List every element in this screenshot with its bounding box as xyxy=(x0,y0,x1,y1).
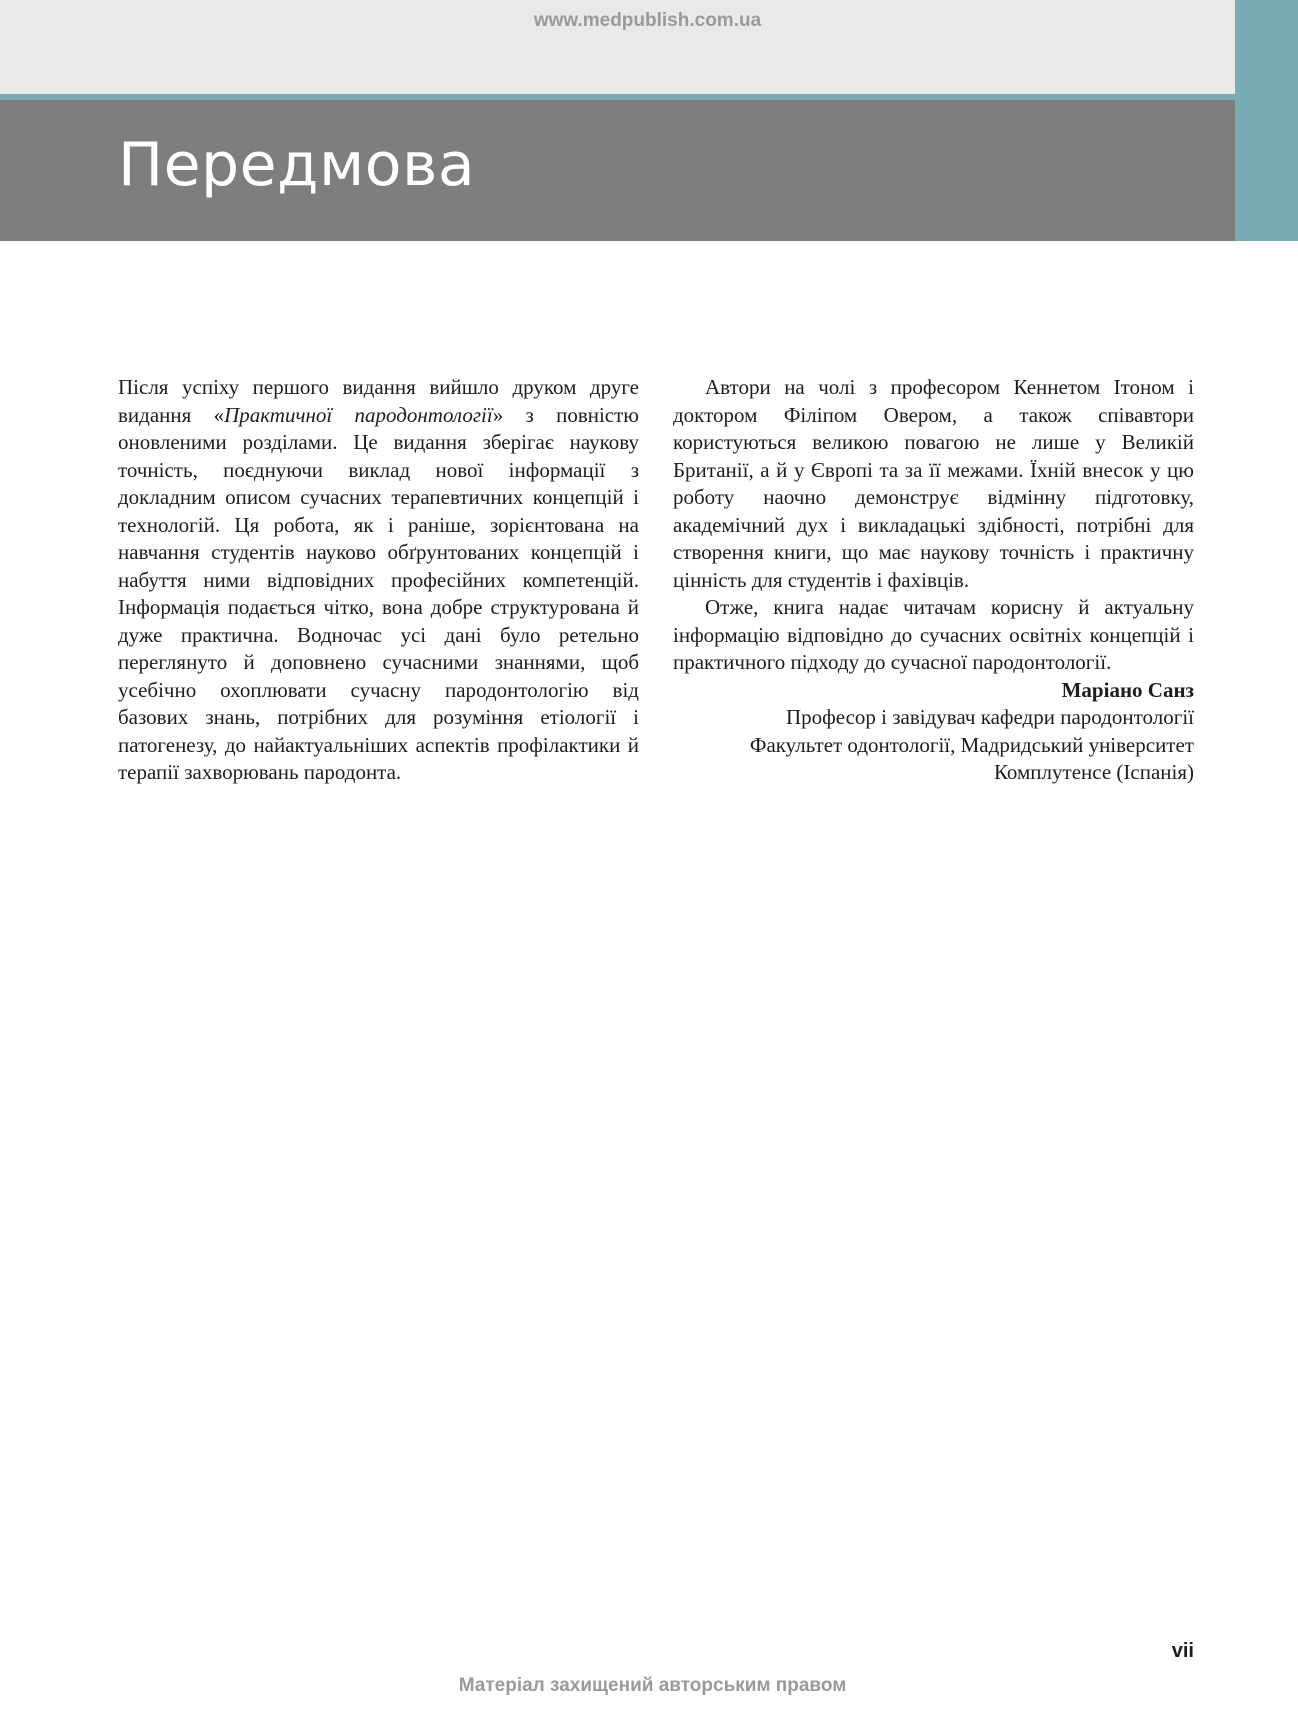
site-url: www.medpublish.com.ua xyxy=(533,10,762,31)
signature-position: Професор і завідувач кафедри пародонтології xyxy=(785,705,1194,729)
book-title: Практичної пародонтології xyxy=(224,402,493,427)
right-column xyxy=(673,374,1194,787)
signature-faculty: Факультет одонтології, Мадридський університет xyxy=(749,732,1194,757)
left-paragraph-start: Після успіху першого видання вийшло друком друге видання « xyxy=(118,375,639,427)
right-paragraph-1: Автори на чолі з професором Кеннетом Ітоном і доктором Філіпом Овером, а також співавтори користуються великою повагою не лише у Великій Британії, а й у Європі та за її межами. Їхній внесок у цю роботу наочно демонструє відмінну підготовку, академічний дух і викладацькі здібності, потрібні для створення книги, що має наукову точність і практичну цінність для студентів і фахівців. xyxy=(673,375,1194,592)
page-number: vii xyxy=(1171,1640,1194,1662)
left-column xyxy=(118,374,639,787)
signature-university: Комплутенсе (Іспанія) xyxy=(993,760,1194,784)
signature-name: Маріано Санз xyxy=(1061,677,1194,702)
right-paragraph-2: Отже, книга надає читачам корисну й актуальну інформацію відповідно до сучасних освітніх концепцій і практичного підходу до сучасної пародонтології. xyxy=(673,595,1194,674)
teal-side-tab xyxy=(1235,0,1298,241)
page-title: Передмова xyxy=(118,130,476,200)
left-paragraph xyxy=(118,374,639,787)
copyright-notice: Матеріал захищений авторським правом xyxy=(458,1675,847,1696)
signature-block xyxy=(673,677,1194,787)
left-paragraph-rest: » з повністю оновленими розділами. Це видання зберігає наукову точність, поєднуючи виклад нової інформації з докладним описом сучасних терапевтичних концепцій і технологій. Ця робота, як і раніше, зорієнтована на навчання студентів науково обґрунтованих концепцій і набуття ними відповідних професійних компетенцій. Інформація подається чітко, вона добре структурована й дуже практична. Водночас усі дані було ретельно переглянуто й доповнено сучасними знаннями, щоб усебічно охоплювати сучасну пародонтологію від базових знань, потрібних для розуміння етіології і патогенезу, до найактуальніших аспектів профілактики й терапії захворювань пародонта. xyxy=(118,402,639,784)
